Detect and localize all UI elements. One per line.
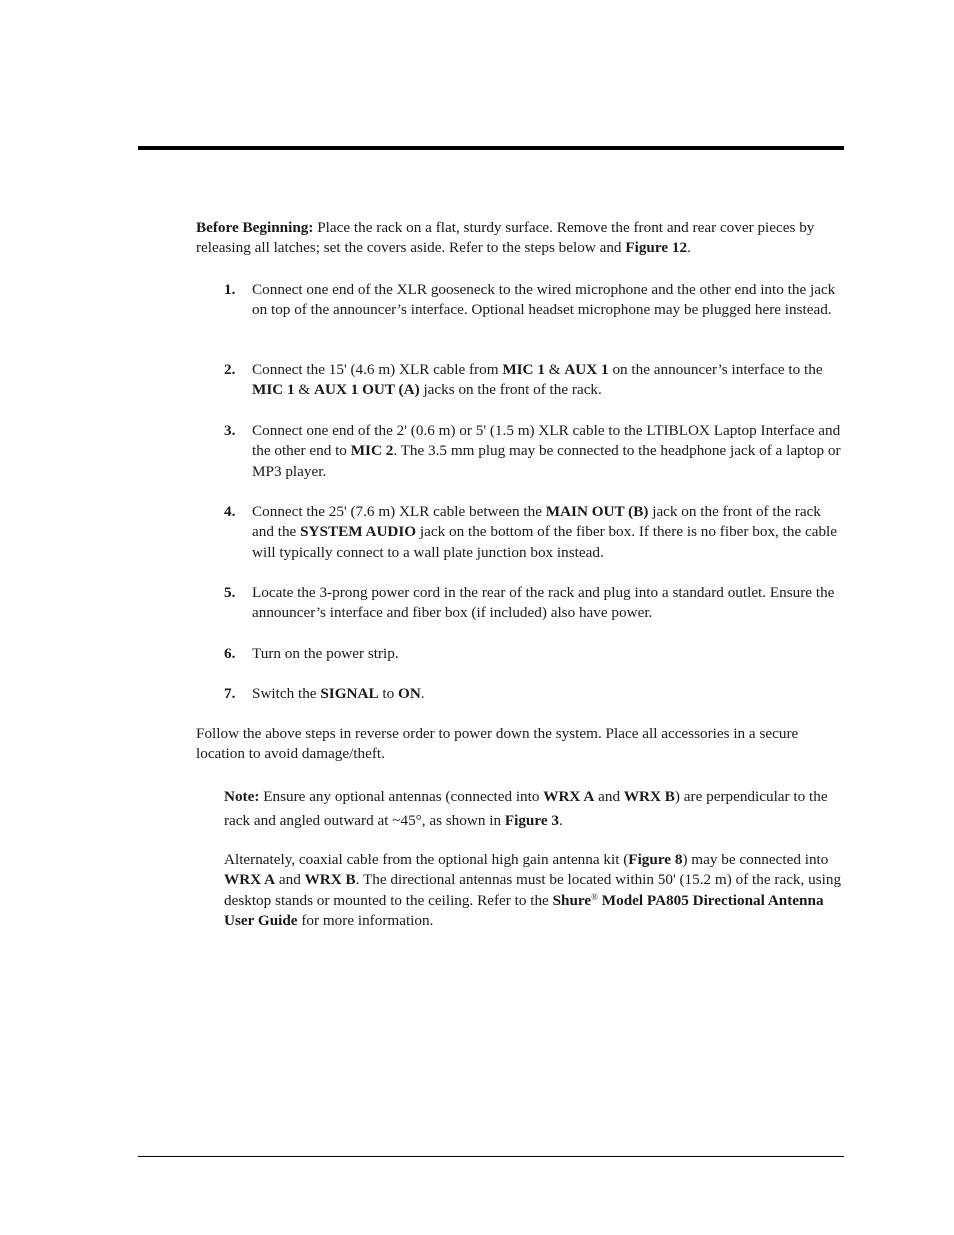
header-rule (138, 146, 844, 150)
step-text: Turn on the power strip. (252, 645, 399, 662)
step-text: Locate the 3-prong power cord in the rear of the rack and plug into a standard outlet. Ensure the announcer’s interface and fiber box (if included) also have power. (252, 584, 835, 622)
step-number: 3. (224, 422, 236, 439)
step-text: Connect the 25' (7.6 m) XLR cable between the MAIN OUT (B) jack on the front of the rack and the SYSTEM AUDIO jack on the bottom of the fiber box. If there is no fiber box, the cable will typically connect to a wall plate junction box instead. (252, 503, 838, 561)
note-paragraph: Note: Ensure any optional antennas (connected into WRX A and WRX B) are perpendicular to the rack and angled outward at ~45°, as shown in Figure 3. (224, 788, 828, 829)
step-text: Connect one end of the 2' (0.6 m) or 5' (1.5 m) XLR cable to the LTIBLOX Laptop Interface and the other end to MIC 2. The 3.5 mm plug may be connected to the headphone jack of a laptop or MP3 player. (252, 422, 841, 480)
step-number: 7. (224, 685, 236, 702)
footer-rule (138, 1156, 844, 1157)
step-6 (224, 644, 846, 664)
note-lead: Note: (224, 788, 260, 805)
step-2 (224, 360, 846, 401)
step-text: Connect one end of the XLR gooseneck to the wired microphone and the other end into the jack on top of the announcer’s interface. Optional headset microphone may be plugged here instead. (252, 281, 836, 319)
step-7 (224, 684, 846, 704)
intro-lead: Before Beginning: (196, 219, 314, 236)
closing-paragraph: Follow the above steps in reverse order to power down the system. Place all accessories in a secure location to avoid damage/theft. (196, 725, 799, 763)
step-5 (224, 583, 846, 624)
step-number: 4. (224, 503, 236, 520)
step-number: 6. (224, 645, 236, 662)
intro-paragraph: Before Beginning: Place the rack on a flat, sturdy surface. Remove the front and rear cover pieces by releasing all latches; set the covers aside. Refer to the steps below and Figure 12. (196, 219, 815, 257)
step-text: Switch the SIGNAL to ON. (252, 685, 425, 702)
step-text: Connect the 15' (4.6 m) XLR cable from MIC 1 & AUX 1 on the announcer’s interface to the MIC 1 & AUX 1 OUT (A) jacks on the front of the rack. (252, 361, 823, 399)
figure-ref: Figure 12 (625, 239, 688, 257)
step-number: 5. (224, 584, 236, 601)
step-3 (224, 421, 846, 482)
step-number: 2. (224, 361, 236, 378)
step-number: 1. (224, 281, 236, 298)
step-1 (224, 280, 846, 321)
alternate-paragraph: Alternately, coaxial cable from the optional high gain antenna kit (Figure 8) may be connected into WRX A and WRX B. The directional antennas must be located within 50' (15.2 m) of the rack, using desktop stands or mounted to the ceiling. Refer to the Shure® Model PA805 Directional Antenna User Guide for more information. (224, 851, 842, 930)
registered-mark: ® (591, 891, 598, 902)
step-4 (224, 502, 846, 563)
